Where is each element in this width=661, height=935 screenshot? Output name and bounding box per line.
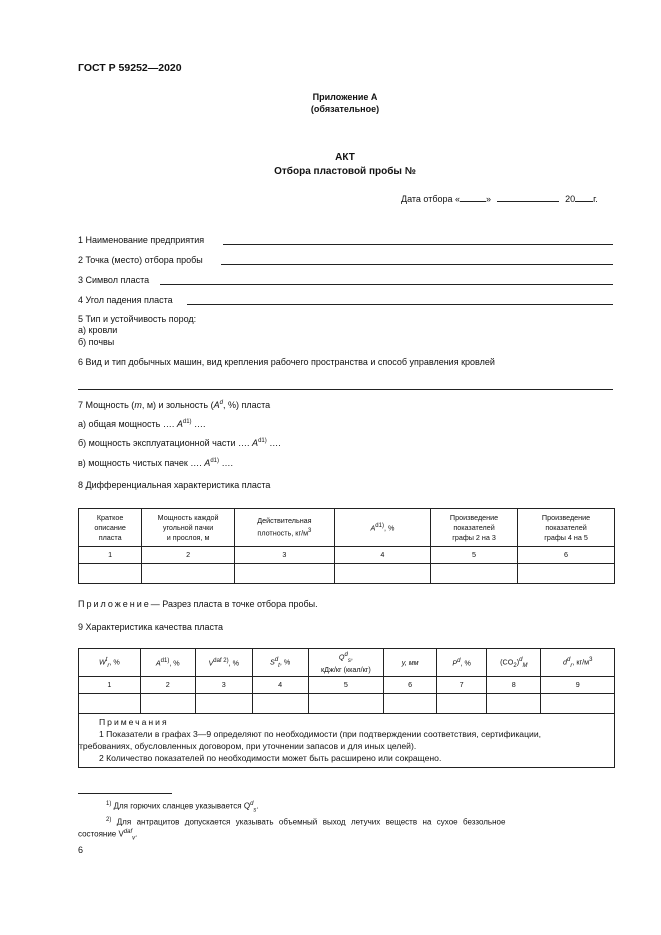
table-number-row xyxy=(79,677,615,694)
header-cell-density: Действительная плотность, $кг/м^3$ xyxy=(234,509,334,547)
item-7a-label: а) общая мощность …. $A^{d1)}$ …. xyxy=(78,419,206,429)
table-cell[interactable] xyxy=(518,564,615,584)
item-2-fill-line[interactable] xyxy=(221,264,613,265)
item-5-label: 5 Тип и устойчивость пород: xyxy=(78,314,197,324)
footnote-2-line-2: состояние $V^{daf}_v$. xyxy=(78,829,138,842)
note-1-line-2: требованиях, обусловленных договором, при уточнении запасов и для иных целей). xyxy=(79,741,417,751)
table-cell[interactable] xyxy=(334,564,430,584)
item-3-label: 3 Символ пласта xyxy=(78,275,150,285)
table-cell[interactable] xyxy=(541,694,615,714)
notes-row xyxy=(79,714,615,768)
item-7v-label: в) мощность чистых пачек …. $A^{d1)}$ …. xyxy=(78,458,233,468)
item-5b-label: б) почвы xyxy=(78,337,115,347)
table-cell[interactable] xyxy=(437,694,487,714)
column-number: 3 xyxy=(195,677,252,694)
table-cell[interactable] xyxy=(79,564,142,584)
table-cell[interactable] xyxy=(308,694,384,714)
item-3-fill-line[interactable] xyxy=(160,284,613,285)
item-2-label: 2 Точка (место) отбора пробы xyxy=(78,255,203,265)
column-number: 2 xyxy=(142,547,235,564)
table-cell[interactable] xyxy=(142,564,235,584)
item-9-label: 9 Характеристика качества пласта xyxy=(78,622,224,632)
item-8-label: 8 Дифференциальная характеристика пласта xyxy=(78,480,271,490)
date-suffix: г. xyxy=(593,194,598,204)
note-2: 2 Количество показателей по необходимости может быть расширено или сокращено. xyxy=(99,753,442,763)
table-cell[interactable] xyxy=(195,694,252,714)
item-4-label: 4 Угол падения пласта xyxy=(78,295,173,305)
notes-cell xyxy=(79,714,615,768)
act-subtitle: Отбора пластовой пробы № xyxy=(274,166,416,177)
column-number: 4 xyxy=(334,547,430,564)
date-year: 20 xyxy=(565,194,576,204)
table-cell[interactable] xyxy=(430,564,517,584)
column-number: 3 xyxy=(234,547,334,564)
header-cell-sulfur: $S^d_t$, % xyxy=(252,649,308,677)
header-cell-volatile: $V^{daf 2)}$, % xyxy=(195,649,252,677)
header-cell-ash: $A^{d1)}$, % xyxy=(140,649,195,677)
header-cell-moisture: $W^t_r$, % xyxy=(79,649,141,677)
item-5a-label: а) кровли xyxy=(78,325,118,335)
table-data-row xyxy=(79,564,615,584)
sampling-date xyxy=(401,193,598,204)
header-cell-calorific: $Q^d_s$, кДж/кг (ккал/кг) xyxy=(308,649,384,677)
differential-characteristic-table xyxy=(78,508,615,584)
item-7b-label: б) мощность эксплуатационной части …. $A^{d1)}$ …. xyxy=(78,438,281,448)
item-6-label: 6 Вид и тип добычных машин, вид крепления рабочего пространства и способ управления кровлей xyxy=(78,357,495,367)
item-4-fill-line[interactable] xyxy=(187,304,613,305)
page-number: 6 xyxy=(78,845,84,855)
column-number: 6 xyxy=(518,547,615,564)
item-6-fill-line[interactable] xyxy=(78,389,613,390)
header-cell-density: $d^d_r$, $кг/м^3$ xyxy=(541,649,615,677)
quality-characteristic-table xyxy=(78,648,615,768)
table-cell[interactable] xyxy=(487,694,541,714)
column-number: 2 xyxy=(140,677,195,694)
appendix-title: Приложение А xyxy=(312,92,378,102)
table-header-row xyxy=(79,649,615,677)
footnote-2-line-1: $^{2)}$ Для антрацитов допускается указывать объемный выход летучих веществ на сухое беззольное xyxy=(106,817,506,827)
header-cell-thickness: Мощность каждой угольной пачки и прослоя, м xyxy=(142,509,235,547)
header-cell-plastic-layer: y, мм xyxy=(384,649,437,677)
column-number: 5 xyxy=(430,547,517,564)
item-7-label: 7 Мощность (m, м) и зольность ($A^d$, %) пласта xyxy=(78,400,271,410)
column-number: 8 xyxy=(487,677,541,694)
header-cell-phosphorus: $P^d$, % xyxy=(437,649,487,677)
table-header-row xyxy=(79,509,615,547)
table-cell[interactable] xyxy=(252,694,308,714)
table-data-row xyxy=(79,694,615,714)
appendix-note: Приложение— Разрез пласта в точке отбора пробы. xyxy=(78,599,318,609)
date-prefix: Дата отбора « xyxy=(401,194,461,204)
column-number: 4 xyxy=(252,677,308,694)
footnote-1: $^{1)}$ Для горючих сланцев указывается $Q^d_s$. xyxy=(106,801,259,814)
column-number: 9 xyxy=(541,677,615,694)
notes-label: Примечания xyxy=(99,717,169,727)
header-cell-product-2-3: Произведение показателей графы 2 на 3 xyxy=(430,509,517,547)
table-cell[interactable] xyxy=(384,694,437,714)
footnote-separator xyxy=(78,793,172,794)
column-number: 7 xyxy=(437,677,487,694)
table-cell[interactable] xyxy=(79,694,141,714)
item-1-label: 1 Наименование предприятия xyxy=(78,235,205,245)
header-cell-carbonate: $(CO_2)^d_M$ xyxy=(487,649,541,677)
table-number-row xyxy=(79,547,615,564)
document-code: ГОСТ Р 59252—2020 xyxy=(78,62,182,74)
header-cell-description: Краткое описание пласта xyxy=(79,509,142,547)
column-number: 5 xyxy=(308,677,384,694)
table-cell[interactable] xyxy=(140,694,195,714)
column-number: 1 xyxy=(79,547,142,564)
header-cell-ash: $A^{d1)}$, % xyxy=(334,509,430,547)
item-1-fill-line[interactable] xyxy=(223,244,613,245)
date-mid: » xyxy=(486,194,492,204)
appendix-subtitle: (обязательное) xyxy=(310,104,380,114)
act-title: АКТ xyxy=(335,152,355,163)
table-cell[interactable] xyxy=(234,564,334,584)
column-number: 6 xyxy=(384,677,437,694)
column-number: 1 xyxy=(79,677,141,694)
header-cell-product-4-5: Произведение показателей графы 4 на 5 xyxy=(518,509,615,547)
note-1-line-1: 1 Показатели в графах 3—9 определяют по необходимости (при подтверждении соответствия, сертификации, xyxy=(99,729,542,739)
